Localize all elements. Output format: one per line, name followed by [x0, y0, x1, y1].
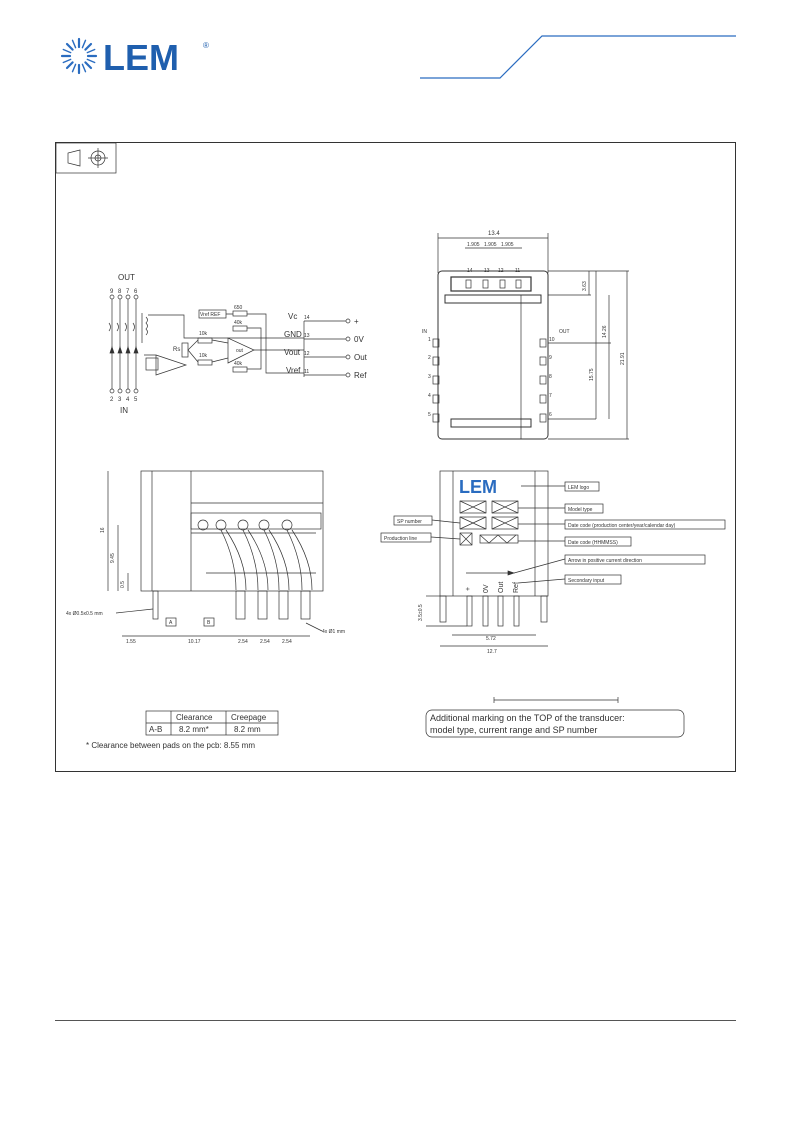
pitch-dim-1: 1.905 [467, 242, 480, 248]
pin-9: 9 [110, 289, 114, 295]
dim-3-63: 3.63 [582, 281, 588, 291]
top-view-drawing [422, 231, 629, 439]
table-cell-ab: A-B [149, 725, 163, 734]
table-cell-clearance: 8.2 mm* [179, 725, 209, 734]
top-pin-13: 13 [484, 268, 490, 274]
page-header [0, 0, 794, 90]
right-pin-9: 9 [549, 355, 552, 361]
pin-3: 3 [118, 397, 122, 403]
marking-note-line-1: Additional marking on the TOP of the transducer: [430, 713, 625, 723]
pin-2: 2 [110, 397, 114, 403]
front-pin-plus: + [465, 586, 472, 591]
third-angle-projection-icon [56, 143, 116, 173]
left-pin-3: 3 [428, 374, 431, 380]
op-amp-label: out [236, 348, 243, 354]
right-pin-8: 8 [549, 374, 552, 380]
side-dim-0-5: 0.5 [120, 581, 126, 588]
front-pin-ref: Ref [513, 582, 520, 593]
right-pin-6: 6 [549, 412, 552, 418]
top-view-body [438, 271, 548, 439]
label-b: B [207, 620, 211, 626]
pin-8: 8 [118, 289, 122, 295]
terminal-vref-pin: 11 [304, 369, 310, 375]
dim-21-91: 21.91 [620, 352, 626, 365]
left-pin-2: 2 [428, 355, 431, 361]
callout-date-code-time: Date code (HHMMSS) [568, 540, 618, 546]
marking-boxes [460, 501, 518, 545]
header-rule-line [420, 36, 736, 78]
pin-size-callout: 4x Ø0.5x0.5 mm [66, 611, 103, 617]
callout-date-code-production: Date code (production center/year/calendar day) [568, 523, 676, 529]
vref-box-label: Vref REF [200, 312, 221, 318]
top-pin-14: 14 [467, 268, 473, 274]
top-out-label: OUT [559, 329, 570, 335]
callout-arrow-direction: Arrow in positive current direction [568, 558, 642, 564]
terminal-0v-label: 0V [354, 335, 364, 344]
table-header-creepage: Creepage [231, 713, 267, 722]
front-pin-0v: 0V [483, 584, 490, 593]
pitch-dim-3: 1.905 [501, 242, 514, 248]
front-pin-out: Out [498, 581, 505, 593]
left-callouts [381, 516, 460, 542]
header-graphics [0, 0, 794, 90]
rs-label: Rs [173, 347, 181, 353]
right-pin-7: 7 [549, 393, 552, 399]
pin-4: 4 [126, 397, 130, 403]
left-pin-4: 4 [428, 393, 431, 399]
terminal-gnd: GND [284, 330, 302, 339]
pitch-dim-2: 1.905 [484, 242, 497, 248]
top-in-label: IN [422, 329, 427, 335]
clearance-table [86, 711, 278, 750]
label-a: A [169, 620, 173, 626]
side-view-drawing [66, 471, 345, 645]
top-pin-11: 11 [515, 268, 521, 274]
dim-14-26: 14.26 [602, 325, 608, 338]
front-dim-3-5: 3.5±0.5 [418, 604, 424, 621]
side-view-pins [153, 520, 312, 619]
front-dim-5-72: 5.72 [486, 636, 496, 642]
footer-rule [55, 1020, 736, 1021]
front-view-drawing [381, 471, 725, 655]
side-dim-pitch-1: 2.54 [238, 639, 248, 645]
callout-model-type: Model type [568, 507, 593, 513]
rs-resistor [182, 343, 188, 357]
resistor-40k-b-label: 40k [234, 361, 243, 367]
left-pin-5: 5 [428, 412, 431, 418]
terminal-vout: Vout [284, 348, 301, 357]
terminal-plus-label: + [354, 317, 359, 326]
clearance-footnote: * Clearance between pads on the pcb: 8.55 mm [86, 741, 255, 750]
right-pins [540, 337, 555, 422]
table-header-clearance: Clearance [176, 713, 213, 722]
top-width-dim: 13.4 [488, 231, 500, 237]
resistor-40k-label: 40k [234, 320, 243, 326]
left-pin-1: 1 [428, 337, 431, 343]
lem-sunburst-icon [62, 39, 96, 73]
marking-note-line-2: model type, current range and SP number [430, 725, 598, 735]
side-dim-1-55: 1.55 [126, 639, 136, 645]
drawing-frame [55, 142, 736, 772]
resistor-650-label: 650 [234, 305, 243, 311]
callout-lem-logo: LEM logo [568, 485, 590, 491]
terminal-gnd-pin: 13 [304, 333, 310, 339]
right-pin-10: 10 [549, 337, 555, 343]
marking-note [426, 697, 684, 737]
resistor-10k-b-label: 10k [199, 353, 208, 359]
schematic-in-label: IN [120, 406, 128, 415]
side-dim-pitch-2: 2.54 [260, 639, 270, 645]
callout-production-line: Production line [384, 536, 418, 542]
dim-15-75: 15.75 [589, 368, 595, 381]
side-dim-pitch-3: 2.54 [282, 639, 292, 645]
side-dim-9-45: 9.45 [110, 553, 116, 563]
side-height-dim: 16 [100, 527, 106, 533]
top-pin-12: 12 [498, 268, 504, 274]
terminal-vout-pin: 12 [304, 351, 310, 357]
right-callouts [514, 482, 725, 584]
pin-7: 7 [126, 289, 130, 295]
terminal-vc-pin: 14 [304, 315, 310, 321]
logo-registered-mark: ® [203, 41, 209, 50]
callout-secondary-input: Secondary input [568, 578, 605, 584]
pin-diameter-callout: 4x Ø1 mm [322, 629, 346, 635]
table-cell-creepage: 8.2 mm [234, 725, 261, 734]
front-dim-12-7: 12.7 [487, 649, 497, 655]
schematic-out-label: OUT [118, 273, 135, 282]
terminal-out-label: Out [354, 353, 367, 362]
circuit-schematic [109, 273, 368, 415]
terminal-vc: Vc [288, 312, 298, 321]
logo-text: LEM [103, 37, 179, 78]
primary-conductors [109, 295, 138, 393]
front-lem-logo: LEM [459, 477, 497, 497]
terminal-ref-label: Ref [354, 371, 367, 380]
front-pin-labels [465, 582, 520, 593]
pin-5: 5 [134, 397, 138, 403]
resistor-10k-label: 10k [199, 331, 208, 337]
left-pins [428, 337, 439, 422]
callout-sp-number: SP number [397, 519, 422, 525]
terminal-vref: Vref [286, 366, 301, 375]
technical-drawing [56, 143, 737, 773]
side-dim-10-17: 10.17 [188, 639, 201, 645]
pin-6: 6 [134, 289, 138, 295]
